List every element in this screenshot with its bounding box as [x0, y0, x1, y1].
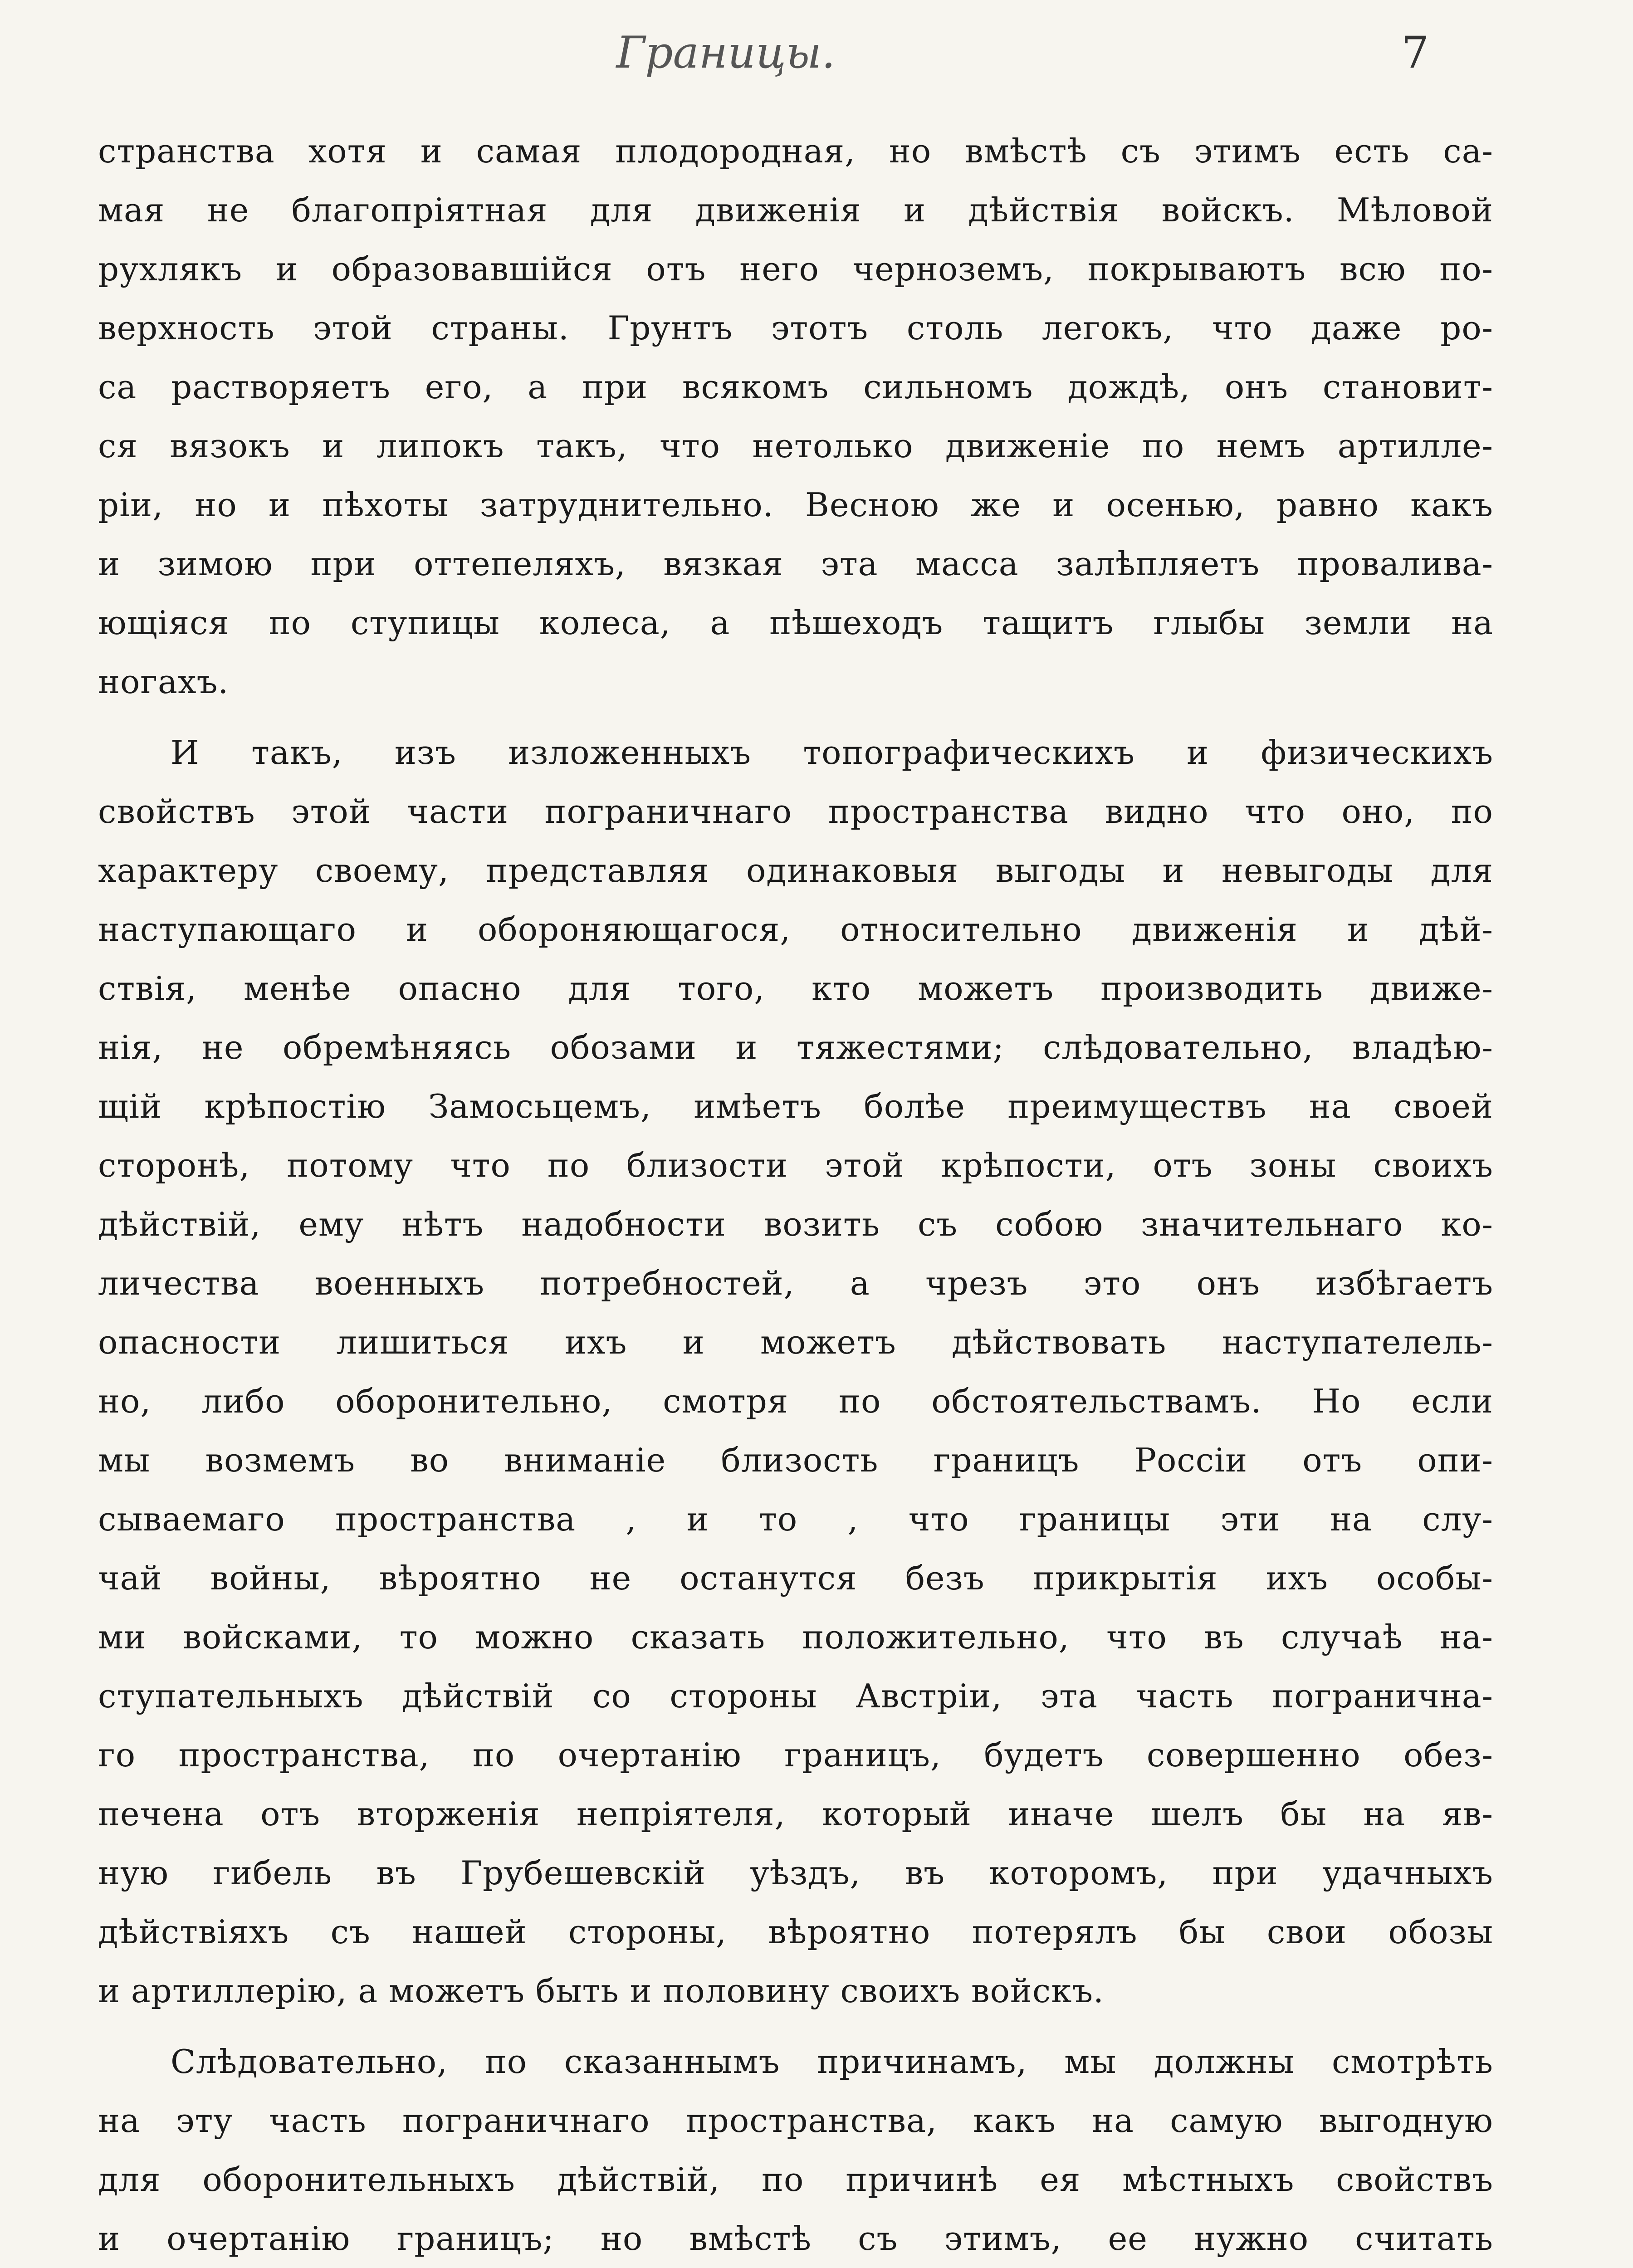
- text-line: мы возмемъ во вниманіе близость границъ Россіи отъ опи-: [98, 1441, 1493, 1479]
- text-line: го пространства, по очертанію границъ, будетъ совершенно обез-: [98, 1736, 1493, 1774]
- text-line: мая не благопріятная для движенія и дѣйствія войскъ. Мѣловой: [98, 191, 1493, 229]
- text-line: и артиллерію, а можетъ быть и половину своихъ войскъ.: [98, 1972, 1104, 2010]
- text-line: Слѣдовательно, по сказаннымъ причинамъ, мы должны смотрѣть: [171, 2043, 1493, 2081]
- text-line: ступательныхъ дѣйствій со стороны Австріи, эта часть погранична-: [98, 1677, 1493, 1715]
- text-line: но, либо оборонительно, смотря по обстоятельствамъ. Но если: [98, 1382, 1493, 1420]
- text-line: нія, не обремѣняясь обозами и тяжестями; слѣдовательно, владѣю-: [98, 1028, 1493, 1066]
- paragraph-gap: [98, 711, 1493, 723]
- text-line: ся вязокъ и липокъ такъ, что нетолько движеніе по немъ артилле-: [98, 427, 1493, 465]
- text-line: печена отъ вторженія непріятеля, который иначе шелъ бы на яв-: [98, 1795, 1493, 1833]
- text-line: ріи, но и пѣхоты затруднительно. Весною же и осенью, равно какъ: [98, 486, 1493, 524]
- text-line: личества военныхъ потребностей, а чрезъ это онъ избѣгаетъ: [98, 1264, 1493, 1302]
- text-line: щій крѣпостію Замосьцемъ, имѣетъ болѣе преимуществъ на своей: [98, 1087, 1493, 1125]
- text-line: сторонѣ, потому что по близости этой крѣпости, отъ зоны своихъ: [98, 1146, 1493, 1184]
- paragraph-gap: [98, 2020, 1493, 2032]
- text-line: ствія, менѣе опасно для того, кто можетъ производить движе-: [98, 969, 1493, 1007]
- body-text: [98, 122, 1493, 2268]
- text-line: странства хотя и самая плодородная, но вмѣстѣ съ этимъ есть са-: [98, 132, 1493, 170]
- running-head: Границы.: [616, 27, 836, 78]
- text-line: дѣйствій, ему нѣтъ надобности возить съ собою значительнаго ко-: [98, 1205, 1493, 1243]
- text-line: характеру своему, представляя одинаковыя выгоды и невыгоды для: [98, 851, 1493, 890]
- text-line: для оборонительныхъ дѣйствій, по причинѣ ея мѣстныхъ свойствъ: [98, 2160, 1493, 2199]
- paragraph-1: [98, 122, 1493, 711]
- text-line: дѣйствіяхъ съ нашей стороны, вѣроятно потерялъ бы свои обозы: [98, 1913, 1493, 1951]
- text-line: ногахъ.: [98, 663, 229, 701]
- text-line: и очертанію границъ; но вмѣстѣ съ этимъ, ее нужно считать: [98, 2219, 1493, 2258]
- text-line: ющіяся по ступицы колеса, а пѣшеходъ тащитъ глыбы земли на: [98, 604, 1493, 642]
- text-line: И такъ, изъ изложенныхъ топографическихъ и физическихъ: [171, 733, 1493, 772]
- text-line: и зимою при оттепеляхъ, вязкая эта масса залѣпляетъ проваливa-: [98, 545, 1493, 583]
- text-line: ми войсками, то можно сказать положительно, что въ случаѣ на-: [98, 1618, 1493, 1656]
- text-line: ную гибель въ Грубешевскій уѣздъ, въ которомъ, при удачныхъ: [98, 1854, 1493, 1892]
- paragraph-3: [98, 2032, 1493, 2268]
- text-line: свойствъ этой части пограничнаго пространства видно что оно, по: [98, 792, 1493, 831]
- text-line: верхность этой страны. Грунтъ этотъ столь легокъ, что даже ро-: [98, 309, 1493, 347]
- text-line: рухлякъ и образовавшійся отъ него черноземъ, покрываютъ всю по-: [98, 250, 1493, 288]
- text-line: са растворяетъ его, а при всякомъ сильномъ дождѣ, онъ становит-: [98, 368, 1493, 406]
- text-line: сываемаго пространства , и то , что границы эти на слу-: [98, 1500, 1493, 1538]
- paragraph-2: [98, 723, 1493, 2020]
- text-line: чай войны, вѣроятно не останутся безъ прикрытія ихъ особы-: [98, 1559, 1493, 1597]
- text-line: наступающаго и обороняющагося, относительно движенія и дѣй-: [98, 910, 1493, 948]
- text-line: опасности лишиться ихъ и можетъ дѣйствовать наступателель-: [98, 1323, 1493, 1361]
- page-number: 7: [1401, 27, 1429, 78]
- text-line: на эту часть пограничнаго пространства, какъ на самую выгодную: [98, 2102, 1493, 2140]
